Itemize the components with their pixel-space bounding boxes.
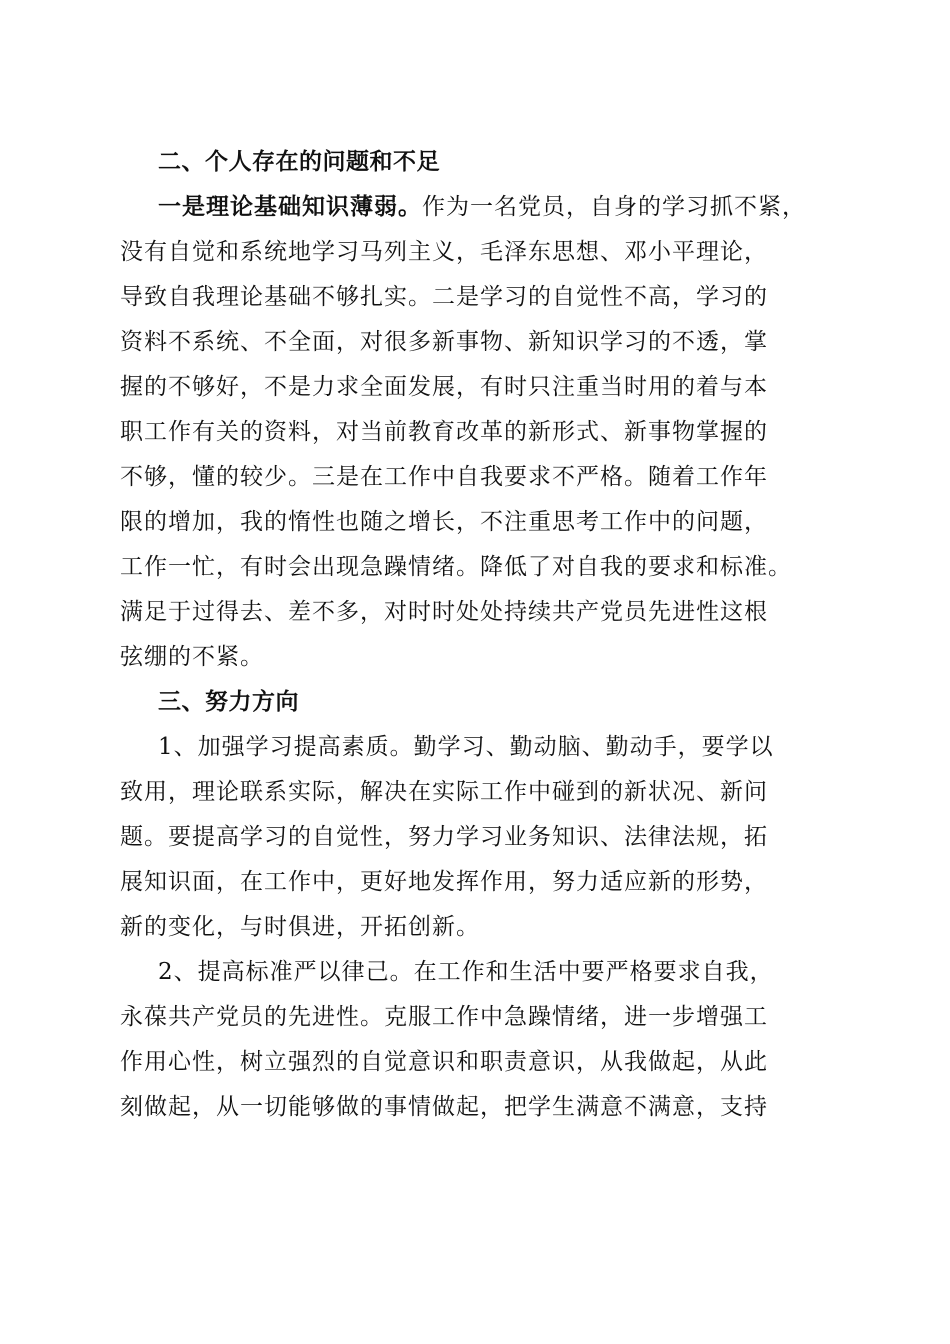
paragraph-line: 永葆共产党员的先进性。克服工作中急躁情绪，进一步增强工 — [120, 1004, 768, 1030]
paragraph-line: 致用，理论联系实际，解决在实际工作中碰到的新状况、新问 — [120, 779, 768, 805]
paragraph-line: 展知识面，在工作中，更好地发挥作用，努力适应新的形势， — [120, 869, 768, 895]
paragraph-line: 职工作有关的资料，对当前教育改革的新形式、新事物掌握的 — [120, 419, 768, 445]
paragraph-line: 1、加强学习提高素质。勤学习、勤动脑、勤动手，要学以 — [158, 734, 774, 760]
section-heading-problems: 二、个人存在的问题和不足 — [158, 149, 440, 175]
paragraph-line: 限的增加，我的惰性也随之增长，不注重思考工作中的问题， — [120, 509, 768, 535]
paragraph-line: 题。要提高学习的自觉性，努力学习业务知识、法律法规，拓 — [120, 824, 768, 850]
paragraph-line: 工作一忙，有时会出现急躁情绪。降低了对自我的要求和标准。 — [120, 554, 792, 580]
paragraph-lead: 一是理论基础知识薄弱。 — [158, 193, 422, 220]
paragraph-line: 不够，懂的较少。三是在工作中自我要求不严格。随着工作年 — [120, 464, 768, 490]
paragraph-line: 刻做起，从一切能够做的事情做起，把学生满意不满意，支持 — [120, 1094, 768, 1120]
section-heading-direction: 三、努力方向 — [158, 689, 299, 715]
paragraph-line: 导致自我理论基础不够扎实。二是学习的自觉性不高，学习的 — [120, 284, 768, 310]
paragraph-line: 2、提高标准严以律己。在工作和生活中要严格要求自我， — [158, 959, 774, 985]
paragraph-line: 弦绷的不紧。 — [120, 644, 264, 670]
paragraph-text: 作为一名党员，自身的学习抓不紧， — [422, 194, 806, 220]
paragraph-line: 满足于过得去、差不多，对时时处处持续共产党员先进性这根 — [120, 599, 768, 625]
paragraph-line — [158, 192, 806, 222]
paragraph-line: 新的变化，与时俱进，开拓创新。 — [120, 914, 480, 940]
paragraph-line: 没有自觉和系统地学习马列主义，毛泽东思想、邓小平理论， — [120, 239, 768, 265]
paragraph-line: 资料不系统、不全面，对很多新事物、新知识学习的不透，掌 — [120, 329, 768, 355]
paragraph-line: 握的不够好，不是力求全面发展，有时只注重当时用的着与本 — [120, 374, 768, 400]
paragraph-line: 作用心性，树立强烈的自觉意识和职责意识，从我做起，从此 — [120, 1049, 768, 1075]
